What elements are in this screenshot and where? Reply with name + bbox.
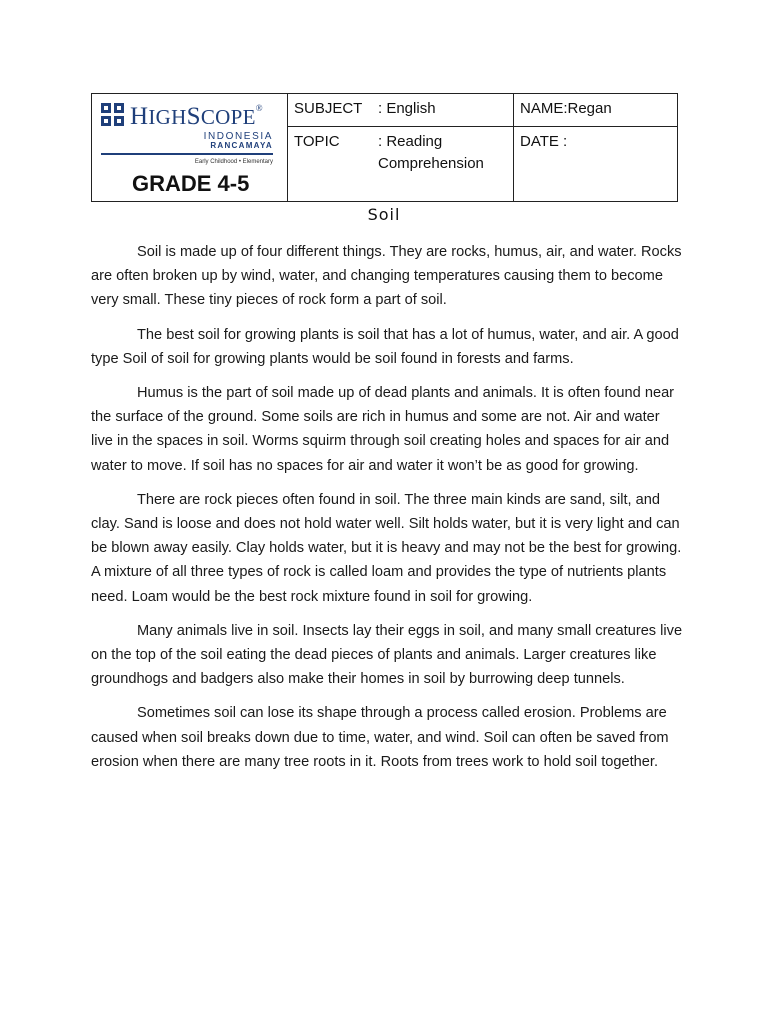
paragraph: Many animals live in soil. Insects lay their eggs in soil, and many small creatures live on the top of the soil eating the dead pieces of plants and animals. Larger creatures like groundhogs and badgers also make their homes in soil by burrowing deep tunnels. <box>91 622 683 688</box>
paragraph: There are rock pieces often found in soil. The three main kinds are sand, silt, and clay. Sand is loose and does not hold water well. Silt holds water, but it is very light and can be blown away easily. Clay holds water, but it is heavy and may not be the best for growing. A mixture of all three types of rock is called loam and provides the type of nutrients plants need. Loam would be the best rock mixture found in soil for growing. <box>91 491 682 605</box>
grade-label: GRADE 4-5 <box>132 171 250 196</box>
passage-body <box>91 240 683 784</box>
name-cell <box>514 94 678 127</box>
topic-cell <box>288 127 514 202</box>
paragraph: The best soil for growing plants is soil that has a lot of humus, water, and air. A good type Soil of soil for growing plants would be soil found in forests and farms. <box>91 326 679 367</box>
topic-value: : Reading Comprehension <box>378 133 484 173</box>
topic-label: TOPIC <box>294 133 340 151</box>
highscope-grid-icon <box>101 103 125 127</box>
paragraph: Sometimes soil can lose its shape through a process called erosion. Problems are caused when soil breaks down due to time, water, and wind. Soil can often be saved from erosion when there are many tree roots in it. Roots from trees work to hold soil together. <box>91 705 669 770</box>
logo-divider <box>101 153 273 155</box>
paragraph: Humus is the part of soil made up of dead plants and animals. It is often found near the surface of the ground. Some soils are rich in humus and some are not. Air and water live in the spaces in soil. Worms squirm through soil creating holes and spaces for air and water to move. If soil has no spaces for air and water it won’t be as good for growing. <box>91 385 675 474</box>
paragraph: Soil is made up of four different things. They are rocks, humus, air, and water. Rocks are often broken up by wind, water, and changing temperatures causing them to become very small. These tiny pieces of rock form a part of soil. <box>91 244 682 309</box>
name-field: NAME:Regan <box>520 100 612 117</box>
school-logo <box>101 100 281 165</box>
date-field: DATE : <box>520 133 568 151</box>
logo-campus: RANCAMAYA <box>210 141 273 150</box>
worksheet-header-table <box>91 93 678 202</box>
subject-label: SUBJECT <box>294 100 363 117</box>
subject-cell <box>288 94 514 127</box>
logo-cell <box>92 94 288 202</box>
logo-tagline: Early Childhood • Elementary <box>194 158 273 165</box>
logo-brand: HIGHSCOPE® <box>130 103 263 130</box>
passage-title: Soil <box>367 205 401 224</box>
logo-country: INDONESIA <box>203 131 273 142</box>
subject-value: : English <box>378 100 436 117</box>
date-cell <box>514 127 678 202</box>
